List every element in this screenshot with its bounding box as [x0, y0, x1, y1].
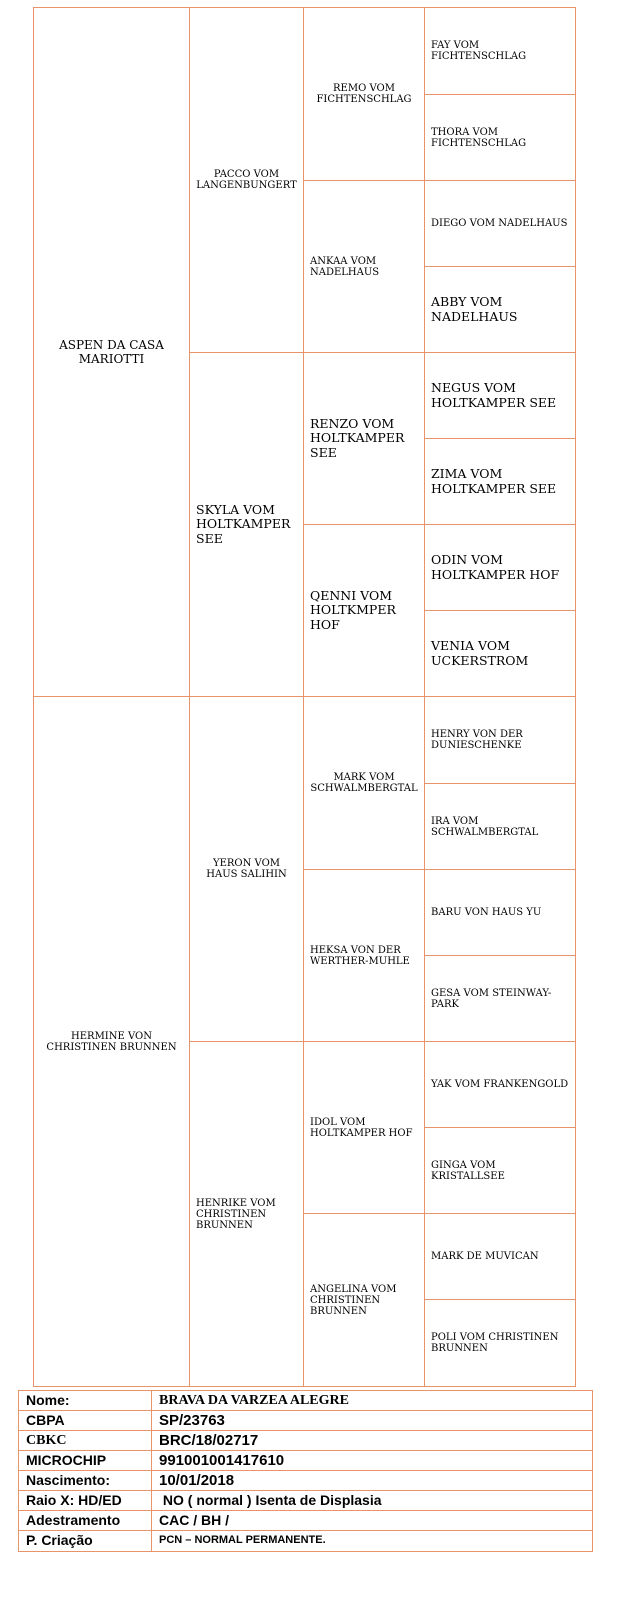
info-row-xray: [19, 1491, 592, 1511]
gen4-cell: [425, 95, 576, 181]
info-row-training: [19, 1511, 592, 1531]
info-row-name: [19, 1391, 592, 1411]
gen4-cell: [425, 1300, 576, 1387]
gen4-name: VENIA VOM UCKERSTROM: [431, 638, 529, 668]
gen4-cell: [425, 1042, 576, 1128]
gen3-name: IDOL VOM HOLTKAMPER HOF: [310, 1116, 413, 1139]
gen4-name: YAK VOM FRANKENGOLD: [431, 1079, 569, 1090]
gen3-cell: [304, 697, 425, 870]
gen3-name: QENNI VOM HOLTKMPER HOF: [310, 587, 396, 632]
gen3-name: HEKSA VON DER WERTHER-MUHLE: [310, 944, 410, 967]
gen1-sire: [34, 8, 190, 697]
gen2-name: HENRIKE VOM CHRISTINEN BRUNNEN: [196, 1197, 276, 1231]
gen4-cell: [425, 353, 576, 439]
gen4-cell: [425, 8, 576, 95]
gen3-name: ANGELINA VOM CHRISTINEN BRUNNEN: [310, 1283, 397, 1317]
gen4-cell: [425, 1214, 576, 1300]
gen4-name: FAY VOM FICHTENSCHLAG: [431, 40, 527, 62]
gen4-name: THORA VOM FICHTENSCHLAG: [431, 126, 527, 149]
gen1-dam-name: HERMINE VON CHRISTINEN BRUNNEN: [46, 1030, 177, 1053]
gen4-name: POLI VOM CHRISTINEN BRUNNEN: [431, 1332, 559, 1354]
info-label: Nascimento:: [19, 1471, 152, 1490]
gen3-cell: [304, 870, 425, 1042]
gen3-cell: [304, 1214, 425, 1387]
gen3-cell: [304, 353, 425, 525]
gen4-cell: [425, 784, 576, 870]
info-row-birth: [19, 1471, 592, 1491]
gen3-name: RENZO VOM HOLTKAMPER SEE: [310, 415, 405, 460]
gen4-name: DIEGO VOM NADELHAUS: [431, 218, 568, 229]
info-value: 10/01/2018: [159, 1472, 235, 1489]
gen4-name: MARK DE MUVICAN: [431, 1251, 539, 1262]
gen4-cell: [425, 1128, 576, 1214]
gen4-cell: [425, 525, 576, 611]
info-label: CBKC: [19, 1431, 152, 1450]
info-label: MICROCHIP: [19, 1451, 152, 1470]
gen4-cell: [425, 181, 576, 267]
info-value: 991001001417610: [159, 1452, 285, 1469]
gen2-name: PACCO VOM LANGENBUNGERT: [196, 169, 297, 191]
gen4-name: ABBY VOM NADELHAUS: [431, 294, 518, 324]
gen3-cell: [304, 8, 425, 181]
info-label: Raio X: HD/ED: [19, 1491, 152, 1510]
info-value: BRC/18/02717: [159, 1432, 259, 1449]
gen1-dam: [34, 697, 190, 1387]
pedigree-table: [33, 7, 576, 1387]
gen2-cell: [190, 353, 304, 697]
gen4-name: BARU VON HAUS YU: [431, 907, 542, 918]
info-row-microchip: [19, 1451, 592, 1471]
gen4-cell: [425, 611, 576, 697]
gen4-cell: [425, 697, 576, 784]
gen3-name: ANKAA VOM NADELHAUS: [310, 255, 380, 278]
gen2-name: SKYLA VOM HOLTKAMPER SEE: [196, 501, 291, 546]
gen2-cell: [190, 697, 304, 1042]
info-label: P. Criação: [19, 1531, 152, 1551]
info-label: CBPA: [19, 1411, 152, 1430]
info-row-breeding: [19, 1531, 592, 1551]
gen4-name: GINGA VOM KRISTALLSEE: [431, 1159, 505, 1182]
gen4-name: NEGUS VOM HOLTKAMPER SEE: [431, 380, 557, 410]
gen3-cell: [304, 181, 425, 353]
gen4-cell: [425, 870, 576, 956]
info-value: SP/23763: [159, 1412, 225, 1429]
gen2-name: YERON VOM HAUS SALIHIN: [206, 858, 287, 880]
info-value: NO ( normal ) Isenta de Displasia: [159, 1492, 382, 1508]
gen2-cell: [190, 1042, 304, 1387]
info-value: PCN – NORMAL PERMANENTE.: [159, 1534, 326, 1546]
info-label: Adestramento: [19, 1511, 152, 1530]
gen3-name: REMO VOM FICHTENSCHLAG: [316, 83, 412, 105]
gen4-name: ODIN VOM HOLTKAMPER HOF: [431, 552, 560, 582]
info-value: CAC / BH /: [159, 1512, 229, 1528]
info-value: BRAVA DA VARZEA ALEGRE: [159, 1393, 349, 1408]
gen4-cell: [425, 956, 576, 1042]
gen3-name: MARK VOM SCHWALMBERGTAL: [310, 772, 418, 794]
gen4-cell: [425, 267, 576, 353]
info-row-cbpa: [19, 1411, 592, 1431]
gen4-name: ZIMA VOM HOLTKAMPER SEE: [431, 466, 557, 496]
gen4-name: HENRY VON DER DUNIESCHENKE: [431, 729, 523, 751]
gen3-cell: [304, 1042, 425, 1214]
info-row-cbkc: [19, 1431, 592, 1451]
gen1-sire-name: ASPEN DA CASA MARIOTTI: [59, 338, 164, 366]
gen4-name: GESA VOM STEINWAY-PARK: [431, 987, 552, 1010]
gen2-cell: [190, 8, 304, 353]
gen4-name: IRA VOM SCHWALMBERGTAL: [431, 815, 539, 838]
info-label: Nome:: [19, 1391, 152, 1410]
dog-info-table: [18, 1390, 593, 1552]
gen4-cell: [425, 439, 576, 525]
gen3-cell: [304, 525, 425, 697]
